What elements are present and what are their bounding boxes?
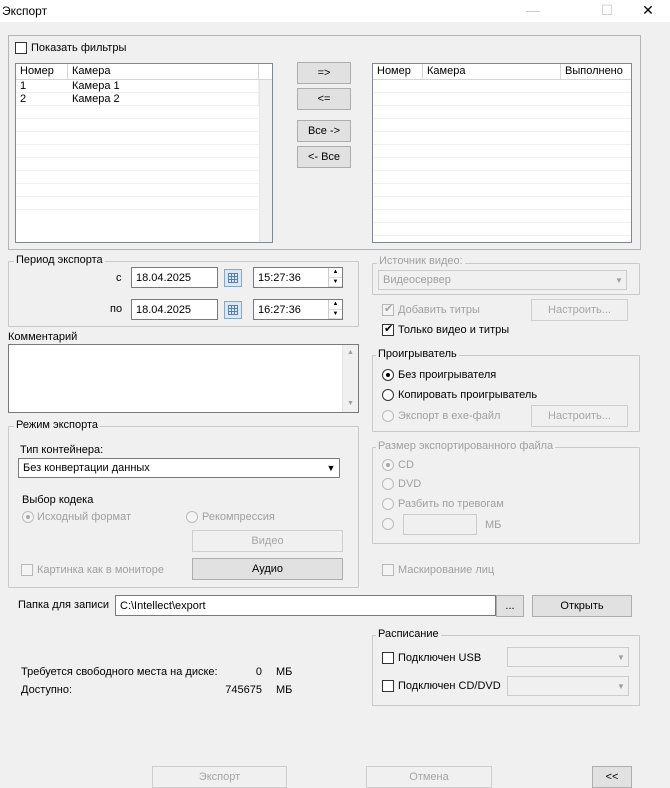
- column-header-done[interactable]: Выполнено: [565, 65, 623, 77]
- video-codec-button[interactable]: Видео: [192, 530, 343, 552]
- available-space-unit: МБ: [276, 684, 293, 696]
- row-number: 1: [20, 80, 27, 92]
- period-from-label: с: [116, 272, 122, 284]
- calendar-icon[interactable]: [224, 269, 242, 287]
- to-time-value: 16:27:36: [258, 303, 301, 316]
- player-configure-button[interactable]: Настроить...: [531, 405, 628, 427]
- add-all-cameras-button[interactable]: Все ->: [297, 120, 351, 142]
- size-custom-radio[interactable]: [382, 518, 394, 530]
- usb-label: Подключен USB: [398, 652, 482, 664]
- title-bar: [0, 0, 670, 22]
- size-unit-label: МБ: [485, 519, 502, 531]
- column-header-camera[interactable]: Камера: [68, 64, 259, 79]
- video-source-select[interactable]: [378, 270, 627, 290]
- to-date-field[interactable]: 18.04.2025: [131, 299, 218, 320]
- left-table-scrollbar[interactable]: [259, 80, 272, 242]
- size-alarms-label: Разбить по тревогам: [398, 498, 504, 510]
- show-filters-checkbox[interactable]: [15, 42, 27, 54]
- add-camera-button[interactable]: =>: [297, 62, 351, 84]
- usb-select[interactable]: [507, 647, 629, 667]
- cddvd-checkbox[interactable]: [382, 680, 394, 692]
- required-space-value: 0: [255, 666, 262, 678]
- calendar-icon[interactable]: [224, 301, 242, 319]
- schedule-legend: Расписание: [378, 628, 439, 640]
- collapse-button[interactable]: <<: [592, 766, 632, 788]
- cancel-button[interactable]: Отмена: [366, 766, 492, 788]
- chevron-down-icon: ▼: [326, 463, 336, 473]
- folder-path-input[interactable]: C:\Intellect\export: [115, 595, 496, 616]
- player-exe-label: Экспорт в exe-файл: [398, 410, 501, 422]
- chevron-down-icon: ▼: [617, 652, 625, 662]
- folder-label: Папка для записи: [18, 599, 109, 611]
- required-space-unit: МБ: [276, 666, 293, 678]
- table-header: [373, 64, 631, 80]
- selected-cameras-table[interactable]: [372, 63, 632, 243]
- from-time-value: 15:27:36: [258, 271, 301, 284]
- open-folder-button[interactable]: Открыть: [532, 595, 632, 617]
- row-camera: Камера 1: [68, 80, 259, 92]
- required-space-label: Требуется свободного места на диске:: [21, 666, 218, 678]
- recompress-radio[interactable]: [186, 511, 198, 523]
- player-none-radio[interactable]: [382, 369, 394, 381]
- cddvd-label: Подключен CD/DVD: [398, 680, 501, 692]
- export-button[interactable]: Экспорт: [152, 766, 287, 788]
- comment-textarea[interactable]: [8, 344, 359, 413]
- recompress-label: Рекомпрессия: [202, 511, 275, 523]
- export-period-legend: Период экспорта: [16, 254, 103, 266]
- player-exe-radio[interactable]: [382, 410, 394, 422]
- player-copy-radio[interactable]: [382, 389, 394, 401]
- player-copy-label: Копировать проигрыватель: [398, 389, 538, 401]
- chevron-down-icon: ▼: [615, 275, 623, 285]
- table-header: [16, 64, 272, 80]
- maximize-button[interactable]: ☐: [600, 2, 614, 18]
- scroll-down-icon[interactable]: ▼: [347, 400, 354, 407]
- table-row[interactable]: [16, 93, 272, 106]
- show-filters-label: Показать фильтры: [31, 42, 127, 54]
- period-to-label: по: [110, 303, 123, 315]
- to-time-spinner[interactable]: ▲ ▼: [328, 300, 342, 319]
- column-header-number[interactable]: Номер: [16, 64, 68, 79]
- usb-checkbox[interactable]: [382, 652, 394, 664]
- comment-scrollbar[interactable]: [342, 345, 358, 412]
- source-format-radio[interactable]: [22, 511, 34, 523]
- comment-label: Комментарий: [8, 331, 78, 343]
- player-legend: Проигрыватель: [378, 348, 457, 360]
- only-video-titles-label: Только видео и титры: [398, 324, 510, 336]
- chevron-down-icon: ▼: [617, 681, 625, 691]
- container-type-select[interactable]: [18, 458, 340, 478]
- column-header-number[interactable]: Номер: [373, 64, 423, 79]
- size-custom-input[interactable]: [403, 514, 477, 535]
- export-mode-legend: Режим экспорта: [16, 419, 99, 431]
- file-size-legend: Размер экспортированного файла: [378, 440, 554, 452]
- remove-all-cameras-button[interactable]: <- Все: [297, 146, 351, 168]
- minimize-button[interactable]: —: [526, 2, 540, 18]
- scroll-up-icon[interactable]: ▲: [347, 349, 354, 356]
- add-titles-checkbox[interactable]: [382, 304, 394, 316]
- size-dvd-label: DVD: [398, 478, 422, 490]
- row-number: 2: [20, 93, 27, 105]
- column-header-camera[interactable]: Камера: [423, 64, 561, 79]
- to-time-field[interactable]: [253, 299, 343, 320]
- container-type-value: Без конвертации данных: [23, 462, 150, 474]
- from-date-field[interactable]: 18.04.2025: [131, 267, 218, 288]
- video-source-legend: Источник видео:: [379, 255, 463, 267]
- window-title: Экспорт: [2, 4, 48, 18]
- titles-configure-button[interactable]: Настроить...: [531, 299, 628, 321]
- close-button[interactable]: ✕: [642, 2, 654, 18]
- available-space-label: Доступно:: [21, 684, 73, 696]
- remove-camera-button[interactable]: <=: [297, 88, 351, 110]
- row-camera: Камера 2: [68, 93, 259, 105]
- from-time-field[interactable]: [253, 267, 343, 288]
- cddvd-select[interactable]: [507, 676, 629, 696]
- audio-codec-button[interactable]: Аудио: [192, 558, 343, 580]
- source-format-label: Исходный формат: [37, 511, 132, 523]
- size-alarms-radio[interactable]: [382, 498, 394, 510]
- face-masking-checkbox[interactable]: [382, 564, 394, 576]
- from-time-spinner[interactable]: ▲ ▼: [328, 268, 342, 287]
- monitor-picture-label: Картинка как в мониторе: [37, 564, 164, 576]
- add-titles-label: Добавить титры: [398, 304, 480, 316]
- container-type-label: Тип контейнера:: [20, 444, 104, 456]
- monitor-picture-checkbox[interactable]: [21, 564, 33, 576]
- size-dvd-radio[interactable]: [382, 478, 394, 490]
- available-cameras-table[interactable]: [15, 63, 273, 243]
- player-none-label: Без проигрывателя: [398, 369, 497, 381]
- table-row[interactable]: [16, 80, 272, 93]
- size-cd-label: CD: [398, 459, 414, 471]
- size-cd-radio[interactable]: [382, 459, 394, 471]
- face-masking-label: Маскирование лиц: [398, 564, 495, 576]
- codec-choice-label: Выбор кодека: [22, 494, 94, 506]
- available-space-value: 745675: [225, 684, 262, 696]
- browse-folder-button[interactable]: ...: [496, 595, 524, 617]
- video-source-value: Видеосервер: [383, 274, 451, 286]
- only-video-titles-checkbox[interactable]: [382, 324, 394, 336]
